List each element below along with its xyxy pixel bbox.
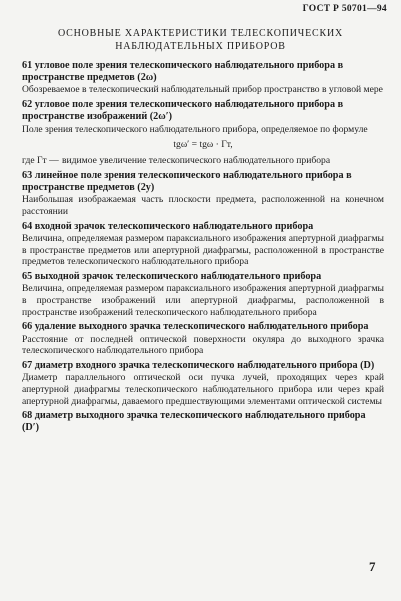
term-title-63: 63 линейное поле зрения телескопического наблюдательного прибора в пространстве предметов (2y) bbox=[22, 169, 352, 194]
term-definition-66: Расстояние от последней оптической поверхности окуляра до выходного зрачка телескопического наблюдательного прибора bbox=[22, 333, 384, 357]
term-definition-64: Величина, определяемая размером параксиального изображения апертурной диафрагмы в пространстве предметов или апертурной диафрагмы, расположенной в пространстве предметов телескопического наблюдательного прибора bbox=[22, 232, 384, 268]
term-definition-65: Величина, определяемая размером параксиального изображения апертурной диафрагмы в пространстве изображений или апертурной диафрагмы, расположенной в пространстве изображений телескопического наблюдательного прибора bbox=[22, 283, 384, 318]
term-definition-61: Обозреваемое в телескопический наблюдательный прибор пространство в угловой мере bbox=[22, 84, 383, 96]
section-title-line-1: ОСНОВНЫЕ ХАРАКТЕРИСТИКИ ТЕЛЕСКОПИЧЕСКИХ bbox=[57, 28, 343, 39]
terms-list bbox=[22, 60, 384, 438]
term-definition-63: Наибольшая изображаемая часть плоскости предмета, расположенной на конечном расстоянии bbox=[22, 194, 384, 218]
term-entry-68 bbox=[22, 410, 384, 434]
term-definition-62: Поле зрения телескопического наблюдательного прибора, определяемое по формуле bbox=[22, 123, 368, 135]
term-title-66: 66 удаление выходного зрачка телескопического наблюдательного прибора bbox=[22, 321, 369, 333]
formula-explanation-text: видимое увеличение телескопического наблюдательного прибора bbox=[62, 155, 331, 167]
term-entry-64 bbox=[22, 221, 384, 268]
section-title-line-2: НАБЛЮДАТЕЛЬНЫХ ПРИБОРОВ bbox=[115, 41, 286, 52]
term-title-62: 62 угловое поле зрения телескопического наблюдательного прибора в пространстве изображений (2ω′) bbox=[22, 99, 344, 123]
term-entry-67 bbox=[22, 360, 384, 407]
formula: tgω′ = tgω · Гт, bbox=[173, 139, 233, 151]
term-entry-61 bbox=[22, 60, 384, 96]
term-title-61: 61 угловое поле зрения телескопического наблюдательного прибора в пространстве предметов (2ω) bbox=[22, 60, 344, 84]
term-title-65: 65 выходной зрачок телескопического наблюдательного прибора bbox=[22, 271, 322, 283]
term-title-68: 68 диаметр выходного зрачка телескопического наблюдательного прибора (D′) bbox=[22, 410, 366, 434]
section-title bbox=[0, 27, 401, 53]
formula-explanation-label: где Гт — bbox=[22, 155, 59, 167]
term-title-67: 67 диаметр входного зрачка телескопического наблюдательного прибора (D) bbox=[22, 359, 375, 371]
formula-explanation bbox=[22, 155, 384, 167]
term-entry-65 bbox=[22, 271, 384, 318]
term-entry-66 bbox=[22, 321, 384, 357]
term-definition-67: Диаметр параллельного оптической оси пучка лучей, проходящих через край апертурной диафрагмы телескопического наблюдательного прибора или через край апертурной диафрагмы, даваемого предшествующими элементами оптической системы bbox=[22, 372, 384, 407]
standard-header: ГОСТ Р 50701—94 bbox=[302, 4, 387, 14]
term-entry-62 bbox=[22, 99, 384, 167]
term-title-64: 64 входной зрачок телескопического наблюдательного прибора bbox=[22, 220, 314, 232]
page-number: 7 bbox=[369, 559, 376, 574]
term-entry-63 bbox=[22, 170, 384, 218]
